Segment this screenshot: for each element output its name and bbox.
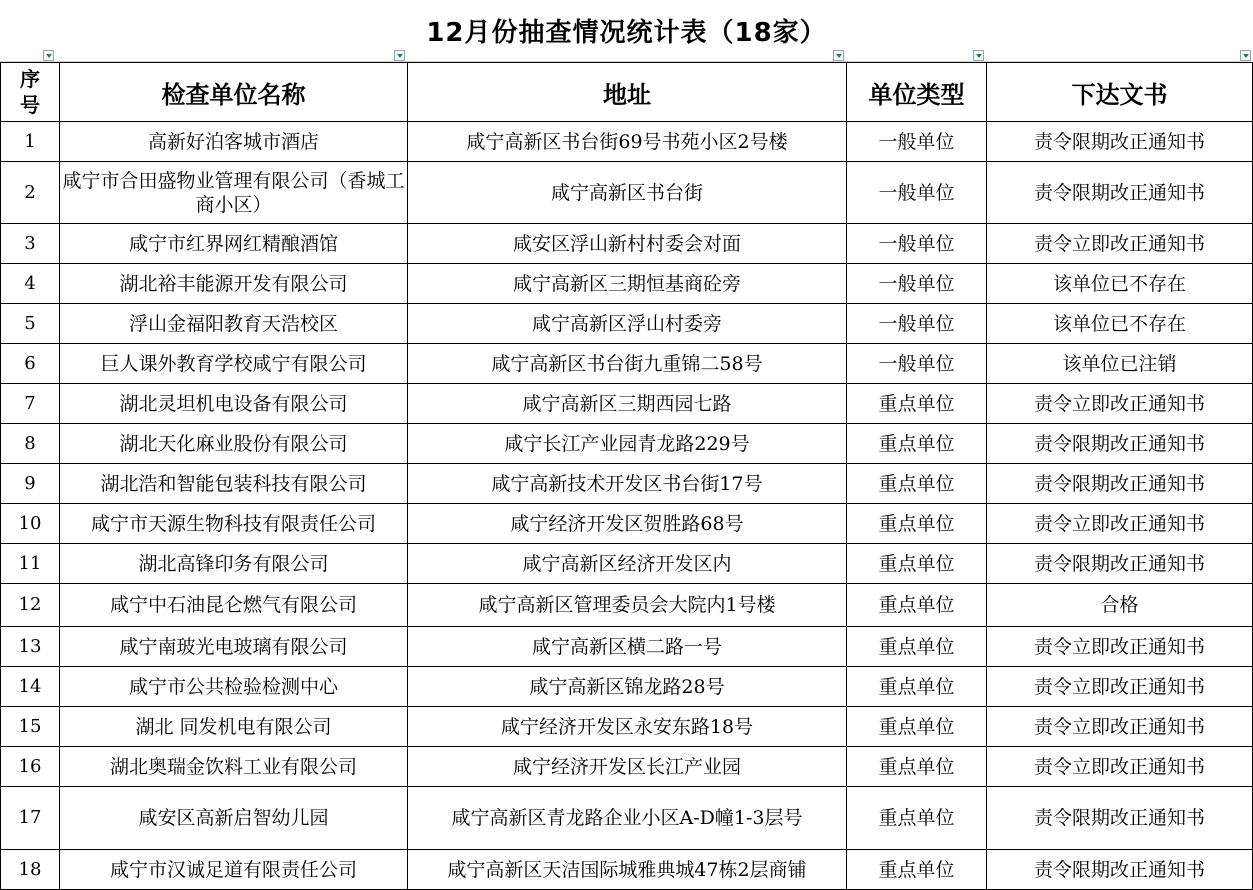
table-row (1, 850, 1253, 890)
inspection-table (0, 62, 1253, 890)
sheet-title: 12月份抽查情况统计表（18家） (0, 0, 1253, 62)
cell-unit-name[interactable]: 湖北高锋印务有限公司 (60, 544, 408, 584)
cell-seq[interactable]: 9 (1, 464, 60, 504)
cell-address[interactable]: 咸宁高新区浮山村委旁 (408, 304, 847, 344)
cell-seq[interactable]: 13 (1, 627, 60, 667)
cell-unit-name[interactable]: 高新好泊客城市酒店 (60, 122, 408, 162)
cell-address[interactable]: 咸宁高新区三期西园七路 (408, 384, 847, 424)
table-row (1, 304, 1253, 344)
cell-address[interactable]: 咸宁高新技术开发区书台街17号 (408, 464, 847, 504)
cell-document[interactable]: 责令立即改正通知书 (987, 384, 1253, 424)
cell-address[interactable]: 咸安区浮山新村村委会对面 (408, 224, 847, 264)
cell-unit-name[interactable]: 咸宁市天源生物科技有限责任公司 (60, 504, 408, 544)
cell-unit-type[interactable]: 重点单位 (847, 464, 987, 504)
cell-seq[interactable]: 17 (1, 787, 60, 850)
cell-unit-name[interactable]: 咸宁市合田盛物业管理有限公司（香城工商小区） (60, 162, 408, 224)
filter-dropdown-icon[interactable] (43, 50, 54, 61)
cell-unit-type[interactable]: 重点单位 (847, 504, 987, 544)
cell-document[interactable]: 该单位已不存在 (987, 304, 1253, 344)
table-row (1, 464, 1253, 504)
cell-seq[interactable]: 2 (1, 162, 60, 224)
cell-unit-type[interactable]: 重点单位 (847, 707, 987, 747)
table-row (1, 162, 1253, 224)
table-row (1, 424, 1253, 464)
cell-seq[interactable]: 16 (1, 747, 60, 787)
cell-unit-type[interactable]: 一般单位 (847, 162, 987, 224)
cell-unit-type[interactable]: 重点单位 (847, 850, 987, 890)
cell-unit-type[interactable]: 重点单位 (847, 424, 987, 464)
cell-unit-type[interactable]: 重点单位 (847, 667, 987, 707)
header-doc[interactable]: 下达文书 (987, 63, 1253, 122)
cell-seq[interactable]: 11 (1, 544, 60, 584)
cell-document[interactable]: 责令立即改正通知书 (987, 707, 1253, 747)
cell-seq[interactable]: 18 (1, 850, 60, 890)
cell-unit-name[interactable]: 咸宁市公共检验检测中心 (60, 667, 408, 707)
cell-unit-type[interactable]: 一般单位 (847, 264, 987, 304)
cell-document[interactable]: 责令立即改正通知书 (987, 504, 1253, 544)
table-row (1, 667, 1253, 707)
cell-unit-name[interactable]: 咸安区高新启智幼儿园 (60, 787, 408, 850)
cell-address[interactable]: 咸宁经济开发区永安东路18号 (408, 707, 847, 747)
table-row (1, 544, 1253, 584)
cell-document[interactable]: 责令立即改正通知书 (987, 747, 1253, 787)
cell-unit-name[interactable]: 巨人课外教育学校咸宁有限公司 (60, 344, 408, 384)
table-row (1, 747, 1253, 787)
cell-document[interactable]: 责令限期改正通知书 (987, 162, 1253, 224)
cell-unit-name[interactable]: 湖北浩和智能包装科技有限公司 (60, 464, 408, 504)
cell-unit-type[interactable]: 一般单位 (847, 344, 987, 384)
cell-address[interactable]: 咸宁经济开发区贺胜路68号 (408, 504, 847, 544)
cell-address[interactable]: 咸宁高新区书台街69号书苑小区2号楼 (408, 122, 847, 162)
cell-seq[interactable]: 1 (1, 122, 60, 162)
cell-seq[interactable]: 3 (1, 224, 60, 264)
filter-dropdown-icon[interactable] (394, 50, 405, 61)
table-header-row (1, 63, 1253, 122)
cell-address[interactable]: 咸宁高新区锦龙路28号 (408, 667, 847, 707)
header-type[interactable]: 单位类型 (847, 63, 987, 122)
cell-address[interactable]: 咸宁高新区管理委员会大院内1号楼 (408, 584, 847, 627)
cell-seq[interactable]: 4 (1, 264, 60, 304)
cell-document[interactable]: 该单位已注销 (987, 344, 1253, 384)
table-row (1, 224, 1253, 264)
table-row (1, 787, 1253, 850)
filter-dropdown-icon[interactable] (833, 50, 844, 61)
cell-unit-type[interactable]: 一般单位 (847, 224, 987, 264)
header-seq[interactable] (1, 63, 60, 122)
filter-dropdown-icon[interactable] (973, 50, 984, 61)
cell-seq[interactable]: 12 (1, 584, 60, 627)
cell-seq[interactable]: 8 (1, 424, 60, 464)
cell-address[interactable]: 咸宁高新区三期恒基商砼旁 (408, 264, 847, 304)
cell-seq[interactable]: 14 (1, 667, 60, 707)
cell-unit-name[interactable]: 咸宁市汉诚足道有限责任公司 (60, 850, 408, 890)
cell-document[interactable]: 责令立即改正通知书 (987, 667, 1253, 707)
cell-document[interactable]: 该单位已不存在 (987, 264, 1253, 304)
cell-unit-name[interactable]: 湖北裕丰能源开发有限公司 (60, 264, 408, 304)
table-body (1, 122, 1253, 890)
cell-document[interactable]: 合格 (987, 584, 1253, 627)
cell-document[interactable]: 责令立即改正通知书 (987, 224, 1253, 264)
cell-seq[interactable]: 7 (1, 384, 60, 424)
cell-address[interactable]: 咸宁经济开发区长江产业园 (408, 747, 847, 787)
cell-unit-type[interactable]: 一般单位 (847, 304, 987, 344)
cell-unit-name[interactable]: 湖北 同发机电有限公司 (60, 707, 408, 747)
cell-unit-type[interactable]: 一般单位 (847, 122, 987, 162)
cell-document[interactable]: 责令限期改正通知书 (987, 544, 1253, 584)
cell-unit-name[interactable]: 湖北天化麻业股份有限公司 (60, 424, 408, 464)
table-row (1, 504, 1253, 544)
cell-document[interactable]: 责令限期改正通知书 (987, 122, 1253, 162)
header-name[interactable]: 检查单位名称 (60, 63, 408, 122)
cell-address[interactable]: 咸宁高新区书台街九重锦二58号 (408, 344, 847, 384)
cell-document[interactable]: 责令限期改正通知书 (987, 464, 1253, 504)
cell-unit-type[interactable]: 重点单位 (847, 627, 987, 667)
table-row (1, 627, 1253, 667)
cell-address[interactable]: 咸宁高新区书台街 (408, 162, 847, 224)
cell-unit-name[interactable]: 咸宁中石油昆仑燃气有限公司 (60, 584, 408, 627)
cell-address[interactable]: 咸宁高新区经济开发区内 (408, 544, 847, 584)
header-address[interactable]: 地址 (408, 63, 847, 122)
cell-seq[interactable]: 5 (1, 304, 60, 344)
cell-unit-name[interactable]: 湖北灵坦机电设备有限公司 (60, 384, 408, 424)
cell-unit-name[interactable]: 湖北奥瑞金饮料工业有限公司 (60, 747, 408, 787)
cell-unit-type[interactable]: 重点单位 (847, 787, 987, 850)
cell-unit-type[interactable]: 重点单位 (847, 544, 987, 584)
cell-unit-name[interactable]: 咸宁市红界网红精酿酒馆 (60, 224, 408, 264)
table-row (1, 584, 1253, 627)
cell-document[interactable]: 责令立即改正通知书 (987, 627, 1253, 667)
cell-document[interactable]: 责令限期改正通知书 (987, 424, 1253, 464)
table-row (1, 344, 1253, 384)
cell-unit-type[interactable]: 重点单位 (847, 747, 987, 787)
header-seq-line1: 序 (20, 67, 40, 91)
table-row (1, 384, 1253, 424)
cell-seq[interactable]: 15 (1, 707, 60, 747)
cell-unit-name[interactable]: 咸宁南玻光电玻璃有限公司 (60, 627, 408, 667)
header-seq-line2: 号 (20, 93, 40, 117)
table-row (1, 707, 1253, 747)
cell-unit-name[interactable]: 浮山金福阳教育天浩校区 (60, 304, 408, 344)
cell-address[interactable]: 咸宁高新区横二路一号 (408, 627, 847, 667)
table-row (1, 264, 1253, 304)
cell-document[interactable]: 责令限期改正通知书 (987, 850, 1253, 890)
cell-address[interactable]: 咸宁高新区青龙路企业小区A-D幢1-3层号 (408, 787, 847, 850)
table-row (1, 122, 1253, 162)
cell-seq[interactable]: 10 (1, 504, 60, 544)
filter-dropdown-icon[interactable] (1240, 50, 1251, 61)
cell-document[interactable]: 责令限期改正通知书 (987, 787, 1253, 850)
cell-address[interactable]: 咸宁长江产业园青龙路229号 (408, 424, 847, 464)
cell-unit-type[interactable]: 重点单位 (847, 384, 987, 424)
cell-address[interactable]: 咸宁高新区天洁国际城雅典城47栋2层商铺 (408, 850, 847, 890)
cell-seq[interactable]: 6 (1, 344, 60, 384)
cell-unit-type[interactable]: 重点单位 (847, 584, 987, 627)
